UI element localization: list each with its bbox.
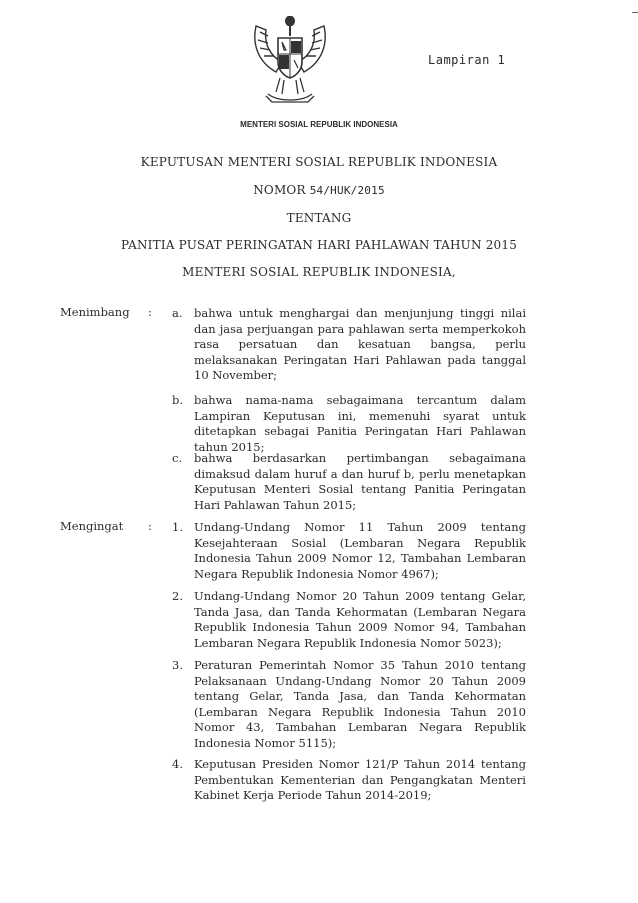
letterhead-title: MENTERI SOSIAL REPUBLIK INDONESIA	[240, 120, 398, 129]
item-marker: 4.	[172, 757, 183, 771]
nomor-label: NOMOR	[253, 183, 306, 197]
decree-title: KEPUTUSAN MENTERI SOSIAL REPUBLIK INDONESIA	[140, 155, 498, 169]
menimbang-item	[172, 393, 526, 455]
nomor-value: 54/HUK/2015	[309, 184, 385, 197]
item-marker: 1.	[172, 520, 183, 534]
item-marker: 3.	[172, 658, 183, 672]
item-text: Peraturan Pemerintah Nomor 35 Tahun 2010 tentang Pelaksanaan Undang-Undang Nomor 20 Tahun 2009 tentang Gelar, Tanda Jasa, dan Tanda Kehormatan (Lembaran Negara Republik Indonesia Tahun 2010 Nomor 43, Tambahan Lembaran Negara Republik Indonesia Nomor 5115);	[194, 658, 526, 750]
item-text: bahwa untuk menghargai dan menjunjung tinggi nilai dan jasa perjuangan para pahlawan serta memperkokoh rasa persatuan dan kesatuan bangsa, perlu melaksanakan Peringatan Hari Pahlawan pada tanggal 10 November;	[194, 306, 526, 382]
menimbang-colon: :	[148, 305, 152, 319]
mengingat-item	[172, 757, 526, 804]
item-marker: c.	[172, 451, 183, 465]
item-marker: 2.	[172, 589, 183, 603]
mengingat-label: Mengingat	[60, 519, 124, 533]
lampiran-label: Lampiran 1	[428, 53, 506, 67]
item-marker: b.	[172, 393, 184, 407]
menimbang-label: Menimbang	[60, 305, 130, 319]
item-text: Keputusan Presiden Nomor 121/P Tahun 2014 tentang Pembentukan Kementerian dan Pengangkatan Menteri Kabinet Kerja Periode Tahun 2014-2019;	[194, 757, 526, 802]
decree-number	[0, 183, 638, 197]
mengingat-item	[172, 589, 526, 651]
item-marker: a.	[172, 306, 183, 320]
mengingat-item	[172, 658, 526, 751]
item-text: Undang-Undang Nomor 20 Tahun 2009 tentang Gelar, Tanda Jasa, dan Tanda Kehormatan (Lembaran Negara Republik Indonesia Tahun 2009 Nomor 94, Tambahan Lembaran Negara Republik Indonesia Nomor 5023);	[194, 589, 526, 650]
garuda-emblem-icon	[248, 6, 332, 110]
menimbang-item	[172, 306, 526, 384]
tentang-heading: TENTANG	[286, 211, 352, 225]
item-text: bahwa nama-nama sebagaimana tercantum dalam Lampiran Keputusan ini, memenuhi syarat untuk ditetapkan sebagai Panitia Peringatan Hari Pahlawan tahun 2015;	[194, 393, 526, 454]
item-text: Undang-Undang Nomor 11 Tahun 2009 tentang Kesejahteraan Sosial (Lembaran Negara Republik Indonesia Tahun 2009 Nomor 12, Tambahan Lembaran Negara Republik Indonesia Nomor 4967);	[194, 520, 526, 581]
item-text: bahwa berdasarkan pertimbangan sebagaimana dimaksud dalam huruf a dan huruf b, perlu menetapkan Keputusan Menteri Sosial tentang Panitia Peringatan Hari Pahlawan Tahun 2015;	[194, 451, 526, 512]
mengingat-item	[172, 520, 526, 582]
decree-subject: PANITIA PUSAT PERINGATAN HARI PAHLAWAN TAHUN 2015	[120, 238, 518, 252]
scan-edge-mark	[632, 12, 638, 13]
menimbang-item	[172, 451, 526, 513]
mengingat-colon: :	[148, 519, 152, 533]
issuer-line: MENTERI SOSIAL REPUBLIK INDONESIA,	[182, 265, 456, 279]
